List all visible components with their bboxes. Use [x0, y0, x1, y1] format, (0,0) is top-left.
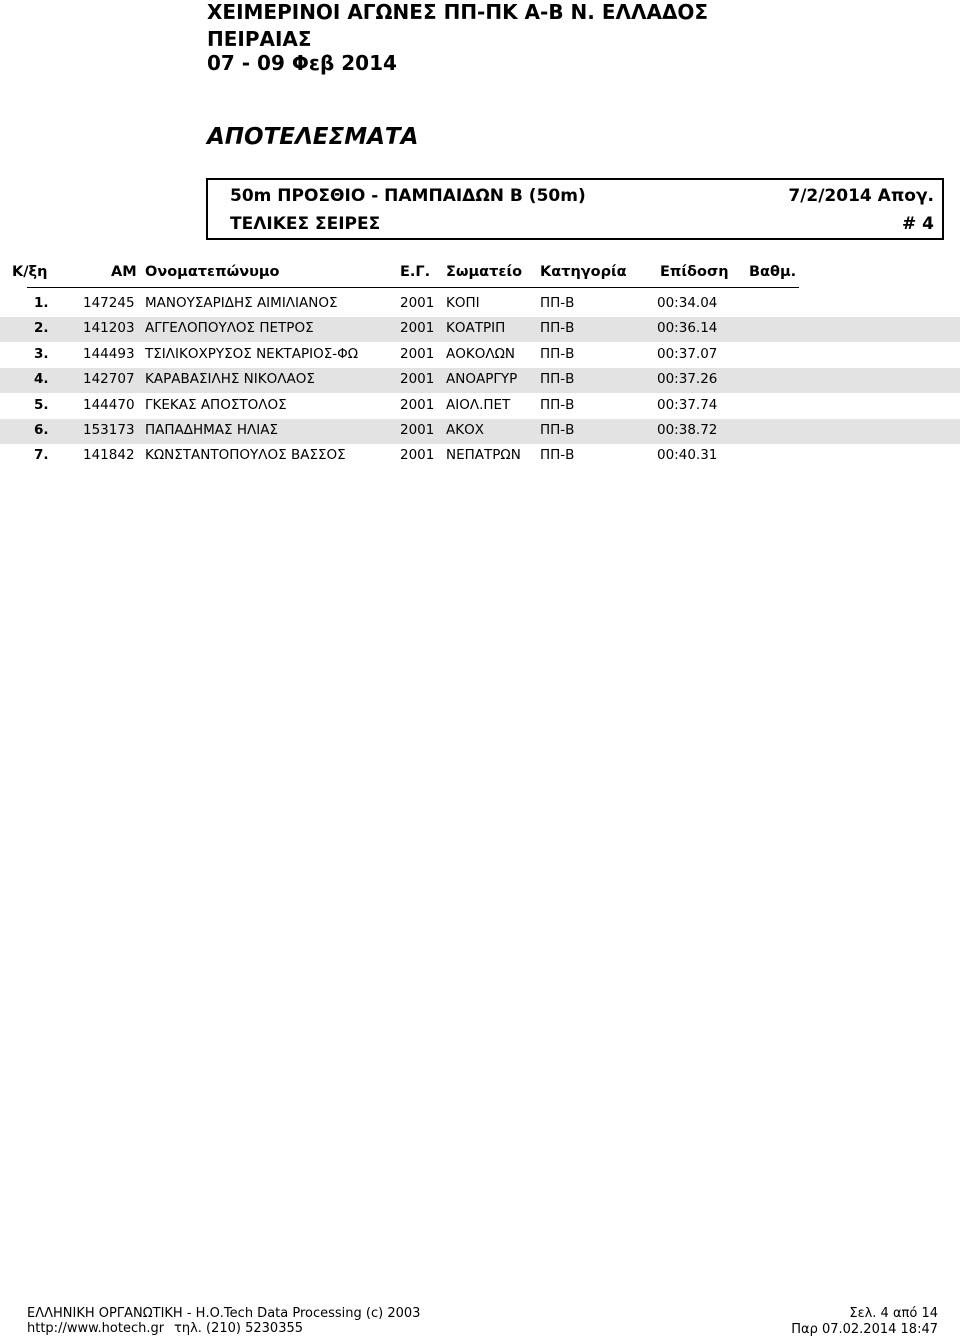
row-name: ΚΩΝΣΤΑΝΤΟΠΟΥΛΟΣ ΒΑΣΣΟΣ [145, 447, 346, 464]
row-year: 2001 [400, 320, 435, 337]
table-row [0, 419, 960, 444]
row-club: ΑΙΟΛ.ΠΕΤ [446, 396, 511, 413]
row-club: ΚΟΠΙ [446, 295, 480, 311]
footer-printed: Παρ 07.02.2014 18:47 [791, 1322, 938, 1337]
table-row [0, 444, 960, 469]
row-year: 2001 [400, 295, 435, 311]
table-row [0, 343, 960, 368]
col-year: Ε.Γ. [400, 264, 431, 280]
row-rank: 6. [34, 422, 49, 438]
row-category: ΠΠ-Β [540, 422, 575, 438]
row-time: 00:34.04 [657, 295, 718, 311]
table-row [0, 394, 960, 419]
row-am: 147245 [83, 295, 135, 311]
row-club: ΑΝΟΑΡΓΥΡ [446, 371, 518, 388]
row-name: ΤΣΙΛΙΚΟΧΡΥΣΟΣ ΝΕΚΤΑΡΙΟΣ-ΦΩ [145, 345, 359, 362]
event-date: 7/2/2014 Απογ. [788, 186, 934, 206]
row-category: ΠΠ-Β [540, 345, 575, 362]
header-rule [27, 287, 799, 288]
row-rank: 4. [34, 371, 49, 388]
col-am: ΑΜ [111, 264, 137, 280]
table-row [0, 317, 960, 342]
row-year: 2001 [400, 345, 435, 362]
row-club: ΝΕΠΑΤΡΩΝ [446, 447, 521, 464]
row-category: ΠΠ-Β [540, 371, 575, 388]
row-club: ΑΚΟΧ [446, 422, 484, 438]
row-name: ΠΑΠΑΔΗΜΑΣ ΗΛΙΑΣ [145, 422, 278, 438]
meet-title: ΧΕΙΜΕΡΙΝΟΙ ΑΓΩΝΕΣ ΠΠ-ΠΚ Α-Β Ν. ΕΛΛΑΔΟΣ [207, 0, 709, 24]
footer-url: http://www.hotech.gr [27, 1321, 165, 1336]
row-time: 00:37.26 [657, 371, 718, 388]
footer-page: Σελ. 4 από 14 [849, 1306, 938, 1321]
footer-phone: τηλ. (210) 5230355 [174, 1321, 304, 1336]
row-name: ΑΓΓΕΛΟΠΟΥΛΟΣ ΠΕΤΡΟΣ [145, 320, 314, 337]
results-title: ΑΠΟΤΕΛΕΣΜΑΤΑ [207, 124, 419, 150]
row-rank: 5. [34, 396, 49, 413]
row-am: 144470 [83, 396, 135, 413]
row-rank: 7. [34, 447, 49, 464]
row-year: 2001 [400, 396, 435, 413]
row-am: 144493 [83, 345, 135, 362]
row-time: 00:40.31 [657, 447, 718, 464]
event-number: # 4 [902, 214, 934, 234]
row-am: 142707 [83, 371, 135, 388]
row-year: 2001 [400, 422, 435, 438]
table-row [0, 368, 960, 393]
table-row [0, 292, 960, 317]
event-box [206, 178, 944, 240]
row-rank: 2. [34, 320, 49, 337]
row-rank: 1. [34, 295, 49, 311]
row-club: ΚΟΑΤΡΙΠ [446, 320, 506, 337]
row-time: 00:37.07 [657, 345, 718, 362]
meet-location: ΠΕΙΡΑΙΑΣ [207, 27, 312, 51]
row-category: ΠΠ-Β [540, 320, 575, 337]
row-time: 00:37.74 [657, 396, 718, 413]
meet-dates: 07 - 09 Φεβ 2014 [207, 51, 397, 75]
row-year: 2001 [400, 371, 435, 388]
row-name: ΓΚΕΚΑΣ ΑΠΟΣΤΟΛΟΣ [145, 396, 287, 413]
row-rank: 3. [34, 345, 49, 362]
col-points: Βαθμ. [749, 264, 797, 280]
col-category: Κατηγορία [540, 264, 627, 280]
row-club: ΑΟΚΟΛΩΝ [446, 345, 515, 362]
row-year: 2001 [400, 447, 435, 464]
row-am: 153173 [83, 422, 135, 438]
event-name: 50m ΠΡΟΣΘΙΟ - ΠΑΜΠΑΙΔΩΝ Β (50m) [230, 186, 586, 206]
row-category: ΠΠ-Β [540, 295, 575, 311]
col-time: Επίδοση [660, 264, 729, 280]
row-category: ΠΠ-Β [540, 447, 575, 464]
row-name: ΜΑΝΟΥΣΑΡΙΔΗΣ ΑΙΜΙΛΙΑΝΟΣ [145, 295, 338, 311]
row-am: 141842 [83, 447, 135, 464]
row-time: 00:36.14 [657, 320, 718, 337]
row-name: ΚΑΡΑΒΑΣΙΛΗΣ ΝΙΚΟΛΑΟΣ [145, 371, 315, 388]
col-name: Ονοματεπώνυμο [145, 264, 280, 280]
row-time: 00:38.72 [657, 422, 718, 438]
footer-company: ΕΛΛΗΝΙΚΗ ΟΡΓΑΝΩΤΙΚΗ - Η.Ο.Tech Data Processing (c) 2003 [27, 1306, 421, 1321]
col-club: Σωματείο [446, 264, 523, 280]
row-am: 141203 [83, 320, 135, 337]
row-category: ΠΠ-Β [540, 396, 575, 413]
event-stage: ΤΕΛΙΚΕΣ ΣΕΙΡΕΣ [230, 214, 381, 234]
col-rank: Κ/ξη [12, 264, 48, 280]
